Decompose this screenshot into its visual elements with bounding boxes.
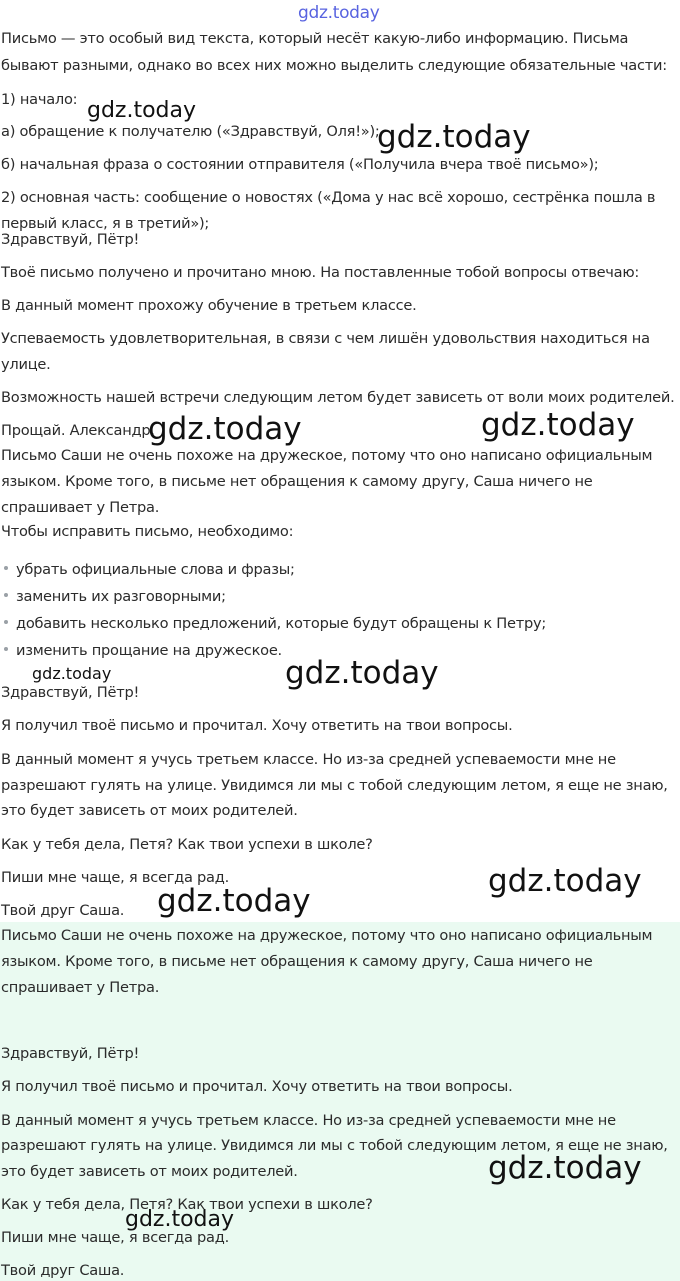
analysis-line: Чтобы исправить письмо, необходимо: bbox=[1, 523, 294, 540]
bullet-dot-icon bbox=[4, 647, 8, 651]
answer-letter-signoff: Твой друг Саша. bbox=[1, 1262, 125, 1279]
letter-line: Возможность нашей встречи следующим летом будет зависеть от воли моих родителей. bbox=[1, 389, 675, 406]
answer-analysis-line: языком. Кроме того, в письме нет обращения к самому другу, Саша ничего не bbox=[1, 953, 593, 970]
intro-line: 1) начало: bbox=[1, 91, 78, 108]
answer-letter-line: разрешают гулять на улице. Увидимся ли мы с тобой следующим летом, я еще не знаю, bbox=[1, 1137, 668, 1154]
letter-line: Успеваемость удовлетворительная, в связи с чем лишён удовольствия находиться на bbox=[1, 330, 650, 347]
intro-line: а) обращение к получателю («Здравствуй, Оля!»); bbox=[1, 123, 380, 140]
list-item-text: добавить несколько предложений, которые будут обращены к Петру; bbox=[16, 615, 547, 632]
intro-line: первый класс, я в третий»); bbox=[1, 215, 210, 232]
answer-block bbox=[0, 922, 680, 1281]
watermark-text: gdz.today bbox=[157, 883, 311, 919]
list-item bbox=[4, 588, 226, 605]
bullet-dot-icon bbox=[4, 620, 8, 624]
watermark-text: gdz.today bbox=[32, 664, 112, 683]
answer-letter-line: В данный момент я учусь третьем классе. Но из-за средней успеваемости мне не bbox=[1, 1112, 616, 1129]
letter-line: В данный момент прохожу обучение в третьем классе. bbox=[1, 297, 417, 314]
list-item-text: убрать официальные слова и фразы; bbox=[16, 561, 295, 578]
letter-line: улице. bbox=[1, 356, 51, 373]
top-watermark: gdz.today bbox=[298, 3, 380, 23]
intro-section bbox=[0, 28, 680, 232]
letter-line: Как у тебя дела, Петя? Как твои успехи в школе? bbox=[1, 836, 373, 853]
list-item-text: изменить прощание на дружеское. bbox=[16, 642, 282, 659]
letter-line: Пиши мне чаще, я всегда рад. bbox=[1, 869, 229, 886]
letter-line: Я получил твоё письмо и прочитал. Хочу ответить на твои вопросы. bbox=[1, 717, 513, 734]
letter-signoff: Прощай. Александр. bbox=[1, 422, 155, 439]
letter-line: В данный момент я учусь третьем классе. Но из-за средней успеваемости мне не bbox=[1, 751, 616, 768]
letter-greeting: Здравствуй, Пётр! bbox=[1, 231, 140, 248]
letter-greeting: Здравствуй, Пётр! bbox=[1, 684, 140, 701]
intro-line: Письмо — это особый вид текста, который несёт какую-либо информацию. Письма bbox=[1, 30, 629, 47]
list-item bbox=[4, 642, 282, 659]
list-item-text: заменить их разговорными; bbox=[16, 588, 226, 605]
watermark-text: gdz.today bbox=[488, 863, 642, 899]
letter-line: разрешают гулять на улице. Увидимся ли мы с тобой следующим летом, я еще не знаю, bbox=[1, 777, 668, 794]
letter-signoff: Твой друг Саша. bbox=[1, 902, 125, 919]
watermark-text: gdz.today bbox=[481, 407, 635, 443]
letter-line: это будет зависеть от моих родителей. bbox=[1, 802, 298, 819]
answer-letter-line: Пиши мне чаще, я всегда рад. bbox=[1, 1229, 229, 1246]
answer-analysis-line: Письмо Саши не очень похоже на дружеское, потому что оно написано официальным bbox=[1, 927, 653, 944]
bullet-dot-icon bbox=[4, 593, 8, 597]
analysis-line: языком. Кроме того, в письме нет обращения к самому другу, Саша ничего не bbox=[1, 473, 593, 490]
intro-line: бывают разными, однако во всех них можно выделить следующие обязательные части: bbox=[1, 57, 667, 74]
analysis-line: спрашивает у Петра. bbox=[1, 499, 160, 516]
analysis-line: Письмо Саши не очень похоже на дружеское, потому что оно написано официальным bbox=[1, 447, 653, 464]
watermark-text: gdz.today bbox=[377, 119, 531, 155]
intro-line: б) начальная фраза о состоянии отправителя («Получила вчера твоё письмо»); bbox=[1, 156, 599, 173]
list-item bbox=[4, 615, 546, 632]
answer-letter-line: Я получил твоё письмо и прочитал. Хочу ответить на твои вопросы. bbox=[1, 1078, 513, 1095]
watermark-text: gdz.today bbox=[87, 98, 197, 123]
answer-letter-line: это будет зависеть от моих родителей. bbox=[1, 1163, 298, 1180]
letter-line: Твоё письмо получено и прочитано мною. На поставленные тобой вопросы отвечаю: bbox=[1, 264, 640, 281]
bullet-dot-icon bbox=[4, 566, 8, 570]
watermark-text: gdz.today bbox=[148, 411, 302, 447]
answer-letter-greeting: Здравствуй, Пётр! bbox=[1, 1045, 140, 1062]
watermark-text: gdz.today bbox=[285, 655, 439, 691]
watermark-text: gdz.today bbox=[125, 1207, 235, 1232]
answer-letter-line: Как у тебя дела, Петя? Как твои успехи в школе? bbox=[1, 1196, 373, 1213]
watermark-text: gdz.today bbox=[488, 1150, 642, 1186]
intro-line: 2) основная часть: сообщение о новостях («Дома у нас всё хорошо, сестрёнка пошла в bbox=[1, 189, 656, 206]
answer-analysis-line: спрашивает у Петра. bbox=[1, 979, 160, 996]
list-item bbox=[4, 561, 295, 578]
